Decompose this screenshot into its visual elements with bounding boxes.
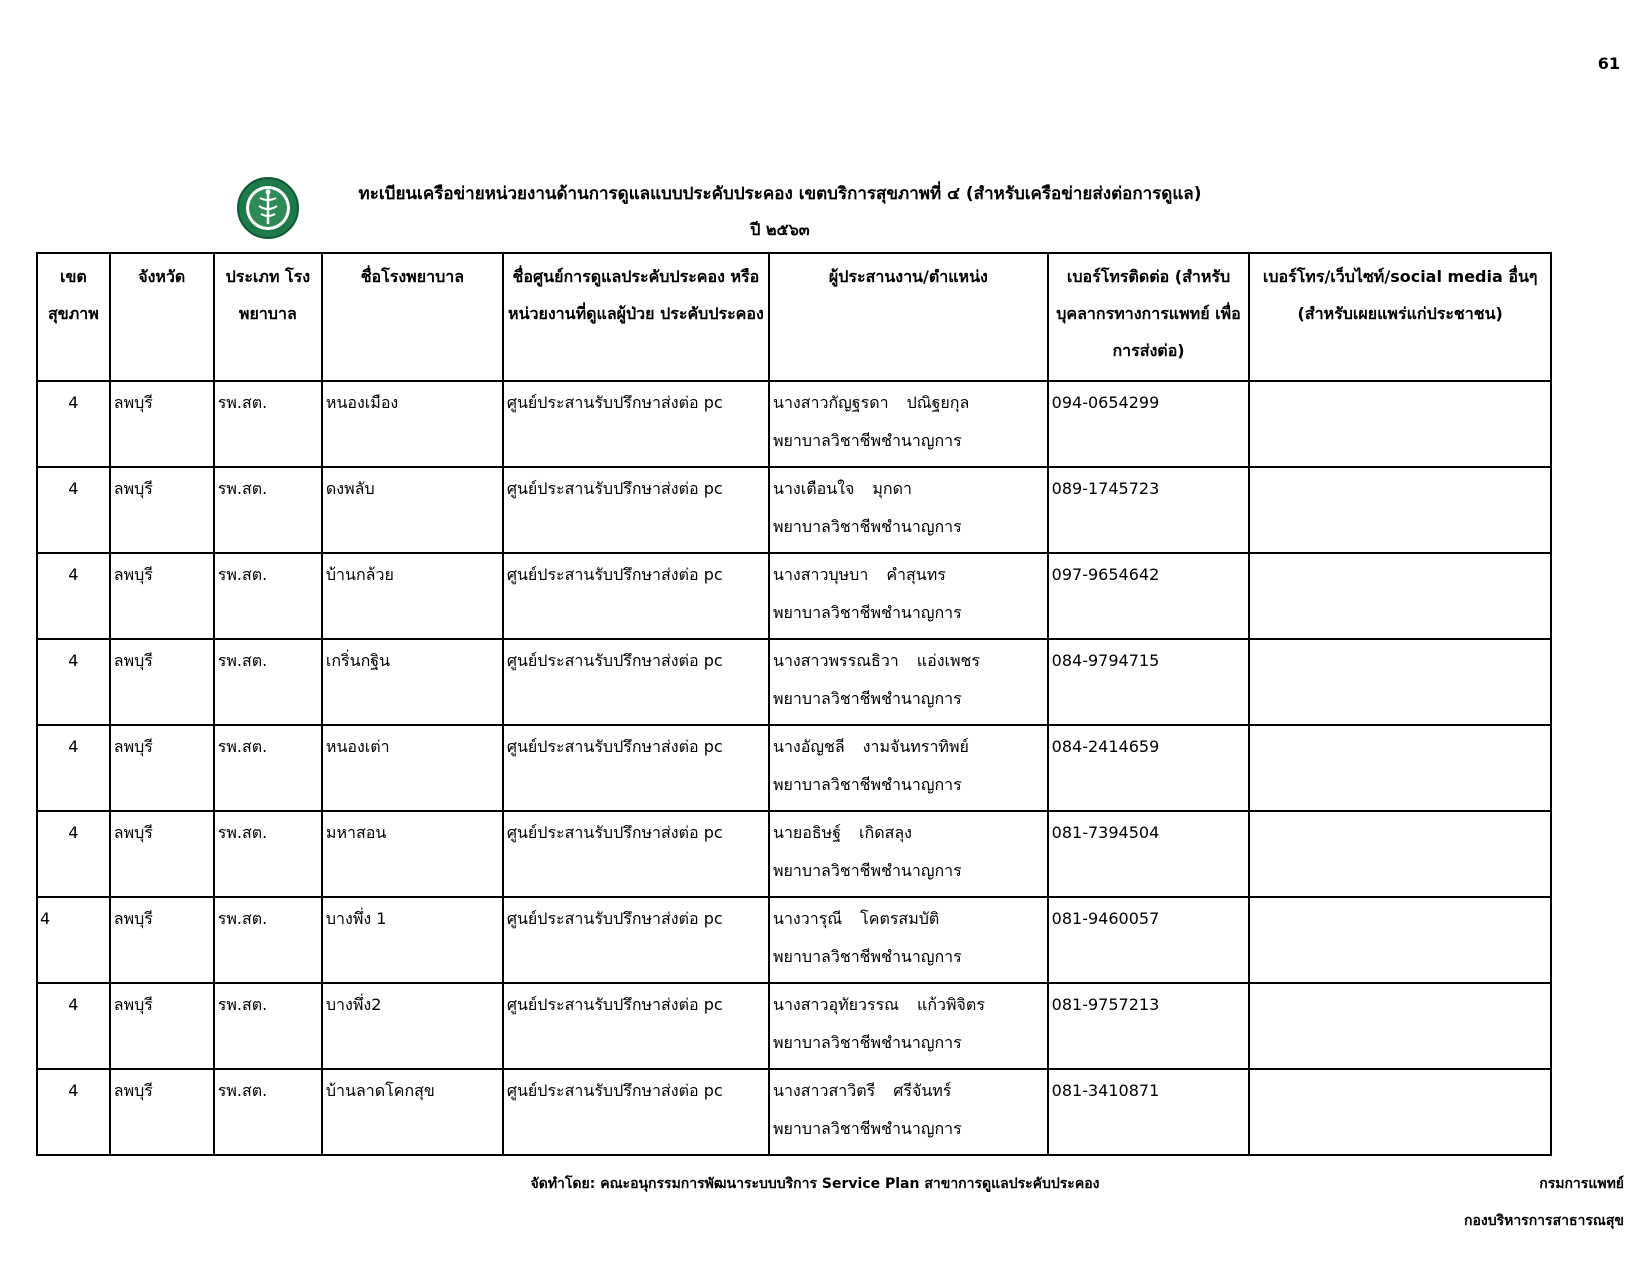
cell-coordinator bbox=[769, 553, 1048, 639]
cell-referral-phone: 097-9654642 bbox=[1048, 553, 1250, 639]
header-center-name: ชื่อศูนย์การดูแลประคับประคอง หรือ หน่วยงานที่ดูแลผู้ป่วย ประคับประคอง bbox=[503, 253, 769, 381]
cell-province: ลพบุรี bbox=[110, 983, 214, 1069]
header-referral-phone: เบอร์โทรติดต่อ (สำหรับ บุคลากรทางการแพทย์ เพื่อการส่งต่อ) bbox=[1048, 253, 1250, 381]
cell-referral-phone: 094-0654299 bbox=[1048, 381, 1250, 467]
coordinator-name bbox=[773, 1072, 1044, 1110]
cell-hospital-name: เกริ่นกฐิน bbox=[322, 639, 503, 725]
cell-zone: 4 bbox=[37, 811, 110, 897]
cell-coordinator bbox=[769, 983, 1048, 1069]
cell-hospital-type: รพ.สต. bbox=[214, 811, 322, 897]
cell-province: ลพบุรี bbox=[110, 467, 214, 553]
header-hospital-type: ประเภท โรงพยาบาล bbox=[214, 253, 322, 381]
coordinator-first-name: นายอธิษฐ์ bbox=[773, 823, 842, 842]
cell-coordinator bbox=[769, 381, 1048, 467]
cell-coordinator bbox=[769, 725, 1048, 811]
coordinator-first-name: นางอัญชลี bbox=[773, 737, 845, 756]
cell-hospital-type: รพ.สต. bbox=[214, 897, 322, 983]
coordinator-first-name: นางเตือนใจ bbox=[773, 479, 855, 498]
cell-province: ลพบุรี bbox=[110, 725, 214, 811]
cell-public-contact bbox=[1249, 467, 1551, 553]
cell-province: ลพบุรี bbox=[110, 897, 214, 983]
cell-coordinator bbox=[769, 1069, 1048, 1155]
table-row bbox=[37, 467, 1551, 553]
cell-hospital-name: บ้านลาดโคกสุข bbox=[322, 1069, 503, 1155]
cell-zone: 4 bbox=[37, 381, 110, 467]
cell-zone: 4 bbox=[37, 639, 110, 725]
coordinator-last-name: ปณิฐยกุล bbox=[906, 393, 970, 412]
cell-coordinator bbox=[769, 897, 1048, 983]
table-row bbox=[37, 811, 1551, 897]
document-title: ทะเบียนเครือข่ายหน่วยงานด้านการดูแลแบบประคับประคอง เขตบริการสุขภาพที่ ๔ (สำหรับเครือข่ายส่งต่อการดูแล) bbox=[358, 184, 1202, 204]
cell-referral-phone: 081-9757213 bbox=[1048, 983, 1250, 1069]
cell-public-contact bbox=[1249, 1069, 1551, 1155]
footer-department: กรมการแพทย์ bbox=[1539, 1176, 1624, 1192]
cell-center-name: ศูนย์ประสานรับปรึกษาส่งต่อ pc bbox=[503, 553, 769, 639]
coordinator-name bbox=[773, 986, 1044, 1024]
cell-public-contact bbox=[1249, 811, 1551, 897]
cell-hospital-type: รพ.สต. bbox=[214, 1069, 322, 1155]
cell-zone: 4 bbox=[37, 897, 110, 983]
coordinator-position: พยาบาลวิชาชีพชำนาญการ bbox=[773, 861, 962, 880]
table-row bbox=[37, 639, 1551, 725]
cell-center-name: ศูนย์ประสานรับปรึกษาส่งต่อ pc bbox=[503, 811, 769, 897]
coordinator-name bbox=[773, 642, 1044, 680]
ministry-seal-icon bbox=[236, 176, 300, 240]
table-row bbox=[37, 897, 1551, 983]
cell-public-contact bbox=[1249, 983, 1551, 1069]
cell-referral-phone: 081-7394504 bbox=[1048, 811, 1250, 897]
header-hospital-name: ชื่อโรงพยาบาล bbox=[322, 253, 503, 381]
cell-hospital-name: บ้านกล้วย bbox=[322, 553, 503, 639]
cell-center-name: ศูนย์ประสานรับปรึกษาส่งต่อ pc bbox=[503, 983, 769, 1069]
coordinator-name bbox=[773, 900, 1044, 938]
table-row bbox=[37, 1069, 1551, 1155]
header-zone: เขต สุขภาพ bbox=[37, 253, 110, 381]
cell-province: ลพบุรี bbox=[110, 553, 214, 639]
coordinator-last-name: โคตรสมบัติ bbox=[860, 909, 940, 928]
coordinator-position: พยาบาลวิชาชีพชำนาญการ bbox=[773, 947, 962, 966]
cell-center-name: ศูนย์ประสานรับปรึกษาส่งต่อ pc bbox=[503, 725, 769, 811]
coordinator-first-name: นางสาวบุษบา bbox=[773, 565, 869, 584]
cell-referral-phone: 081-3410871 bbox=[1048, 1069, 1250, 1155]
cell-hospital-name: ดงพลับ bbox=[322, 467, 503, 553]
cell-zone: 4 bbox=[37, 983, 110, 1069]
cell-hospital-type: รพ.สต. bbox=[214, 639, 322, 725]
cell-hospital-type: รพ.สต. bbox=[214, 983, 322, 1069]
cell-zone: 4 bbox=[37, 553, 110, 639]
coordinator-name bbox=[773, 728, 1044, 766]
coordinator-last-name: แอ่งเพชร bbox=[916, 651, 980, 670]
coordinator-position: พยาบาลวิชาชีพชำนาญการ bbox=[773, 1033, 962, 1052]
page-number: 61 bbox=[1597, 54, 1620, 73]
cell-zone: 4 bbox=[37, 1069, 110, 1155]
table-row bbox=[37, 725, 1551, 811]
coordinator-last-name: มุกดา bbox=[872, 479, 912, 498]
coordinator-position: พยาบาลวิชาชีพชำนาญการ bbox=[773, 775, 962, 794]
cell-center-name: ศูนย์ประสานรับปรึกษาส่งต่อ pc bbox=[503, 1069, 769, 1155]
cell-referral-phone: 089-1745723 bbox=[1048, 467, 1250, 553]
registry-table bbox=[36, 252, 1552, 1156]
coordinator-last-name: แก้วพิจิตร bbox=[917, 995, 985, 1014]
footer-prepared-by: จัดทำโดย: คณะอนุกรรมการพัฒนาระบบบริการ Service Plan สาขาการดูแลประคับประคอง bbox=[530, 1176, 1100, 1192]
coordinator-name bbox=[773, 384, 1044, 422]
cell-coordinator bbox=[769, 811, 1048, 897]
coordinator-position: พยาบาลวิชาชีพชำนาญการ bbox=[773, 1119, 962, 1138]
cell-province: ลพบุรี bbox=[110, 381, 214, 467]
coordinator-position: พยาบาลวิชาชีพชำนาญการ bbox=[773, 603, 962, 622]
coordinator-position: พยาบาลวิชาชีพชำนาญการ bbox=[773, 431, 962, 450]
cell-province: ลพบุรี bbox=[110, 1069, 214, 1155]
coordinator-name bbox=[773, 470, 1044, 508]
cell-hospital-name: หนองเมือง bbox=[322, 381, 503, 467]
coordinator-name bbox=[773, 556, 1044, 594]
header-province: จังหวัด bbox=[110, 253, 214, 381]
cell-hospital-type: รพ.สต. bbox=[214, 725, 322, 811]
coordinator-last-name: คำสุนทร bbox=[886, 565, 946, 584]
footer-division: กองบริหารการสาธารณสุข bbox=[1463, 1213, 1624, 1229]
cell-center-name: ศูนย์ประสานรับปรึกษาส่งต่อ pc bbox=[503, 897, 769, 983]
table-row bbox=[37, 553, 1551, 639]
coordinator-first-name: นางวารุณี bbox=[773, 909, 843, 928]
cell-coordinator bbox=[769, 467, 1048, 553]
table-row bbox=[37, 983, 1551, 1069]
cell-public-contact bbox=[1249, 553, 1551, 639]
header-public-contact: เบอร์โทร/เว็บไซท์/social media อื่นๆ (สำหรับเผยแพร่แก่ประชาชน) bbox=[1249, 253, 1551, 381]
cell-center-name: ศูนย์ประสานรับปรึกษาส่งต่อ pc bbox=[503, 639, 769, 725]
cell-zone: 4 bbox=[37, 725, 110, 811]
cell-public-contact bbox=[1249, 725, 1551, 811]
cell-hospital-type: รพ.สต. bbox=[214, 467, 322, 553]
cell-province: ลพบุรี bbox=[110, 639, 214, 725]
cell-public-contact bbox=[1249, 639, 1551, 725]
coordinator-first-name: นางสาวกัญฐรดา bbox=[773, 393, 889, 412]
cell-referral-phone: 081-9460057 bbox=[1048, 897, 1250, 983]
cell-referral-phone: 084-9794715 bbox=[1048, 639, 1250, 725]
cell-hospital-name: บางพึ่ง 1 bbox=[322, 897, 503, 983]
cell-coordinator bbox=[769, 639, 1048, 725]
cell-public-contact bbox=[1249, 381, 1551, 467]
coordinator-last-name: เกิดสลุง bbox=[859, 823, 912, 842]
table-row bbox=[37, 381, 1551, 467]
coordinator-first-name: นางสาวอุทัยวรรณ bbox=[773, 995, 900, 1014]
cell-province: ลพบุรี bbox=[110, 811, 214, 897]
cell-hospital-name: บางพึ่ง2 bbox=[322, 983, 503, 1069]
cell-zone: 4 bbox=[37, 467, 110, 553]
table-header-row bbox=[37, 253, 1551, 381]
header-coordinator: ผู้ประสานงาน/ตำแหน่ง bbox=[769, 253, 1048, 381]
cell-center-name: ศูนย์ประสานรับปรึกษาส่งต่อ pc bbox=[503, 381, 769, 467]
cell-hospital-name: มหาสอน bbox=[322, 811, 503, 897]
cell-hospital-type: รพ.สต. bbox=[214, 381, 322, 467]
coordinator-position: พยาบาลวิชาชีพชำนาญการ bbox=[773, 517, 962, 536]
document-year: ปี ๒๕๖๓ bbox=[750, 220, 810, 239]
coordinator-first-name: นางสาวสาวิตรี bbox=[773, 1081, 876, 1100]
coordinator-last-name: งามจันทราทิพย์ bbox=[862, 737, 969, 756]
coordinator-name bbox=[773, 814, 1044, 852]
cell-hospital-name: หนองเต่า bbox=[322, 725, 503, 811]
cell-hospital-type: รพ.สต. bbox=[214, 553, 322, 639]
cell-referral-phone: 084-2414659 bbox=[1048, 725, 1250, 811]
coordinator-position: พยาบาลวิชาชีพชำนาญการ bbox=[773, 689, 962, 708]
cell-center-name: ศูนย์ประสานรับปรึกษาส่งต่อ pc bbox=[503, 467, 769, 553]
cell-public-contact bbox=[1249, 897, 1551, 983]
coordinator-first-name: นางสาวพรรณธิวา bbox=[773, 651, 899, 670]
coordinator-last-name: ศรีจันทร์ bbox=[893, 1081, 952, 1100]
